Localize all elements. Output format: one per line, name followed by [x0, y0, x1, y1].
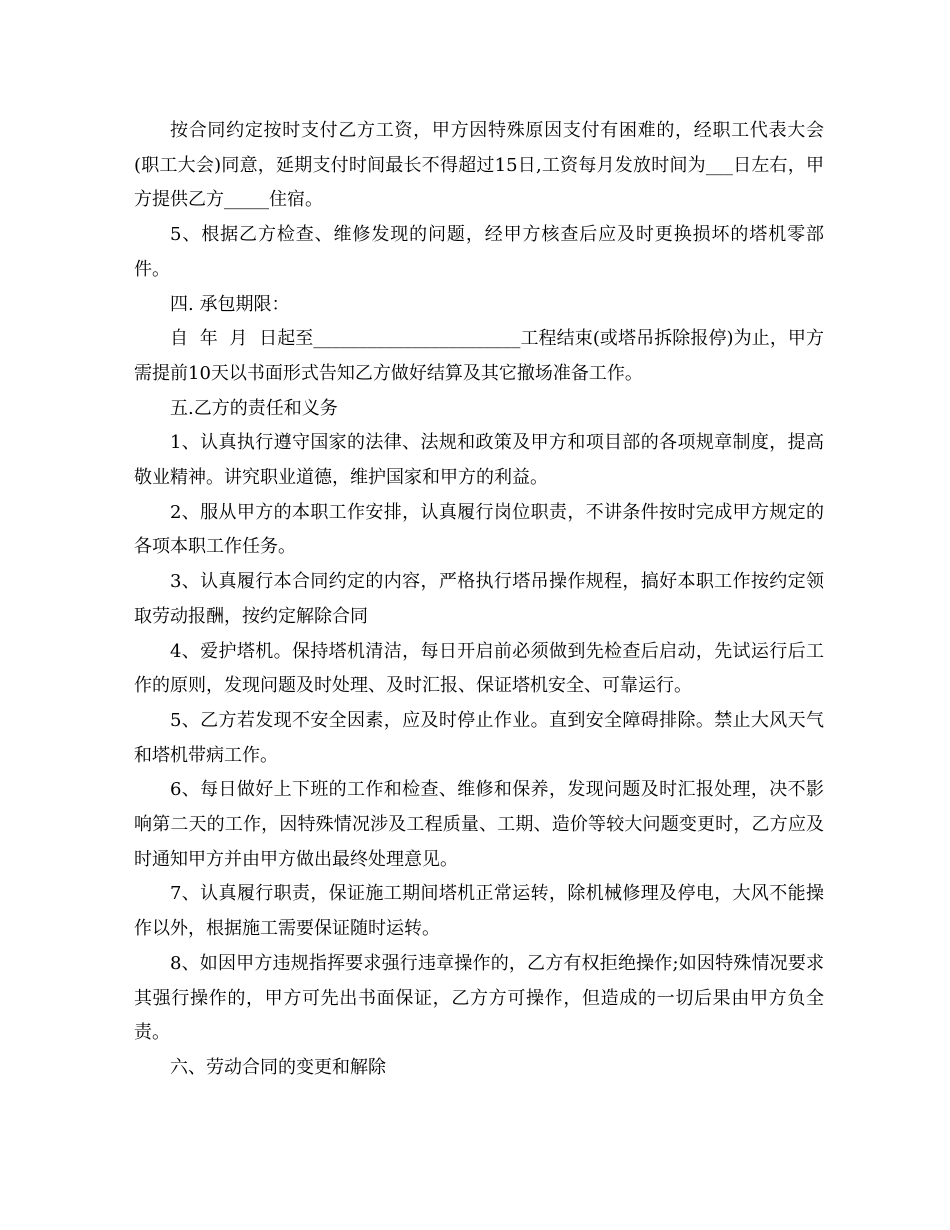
- paragraph-duty-6: 6、每日做好上下班的工作和检查、维修和保养，发现问题及时汇报处理，决不影响第二天的工作，因特殊情况涉及工程质量、工期、造价等较大问题变更时，乙方应及时通知甲方并由甲方做出最终处理意见。: [134, 779, 824, 870]
- paragraph-duty-3: 3、认真履行本合同约定的内容，严格执行塔吊操作规程，搞好本职工作按约定领取劳动报酬，按约定解除合同: [134, 571, 824, 627]
- paragraph-duty-4: 4、爱护塔机。保持塔机清洁，每日开启前必须做到先检查后启动，先试运行后工作的原则，发现问题及时处理、及时汇报、保证塔机安全、可靠运行。: [134, 640, 824, 697]
- section-heading-contract-changes: 六、劳动合同的变更和解除: [170, 1056, 386, 1078]
- paragraph-duty-8: 8、如因甲方违规指挥要求强行违章操作的，乙方有权拒绝操作;如因特殊情况要求其强行操作的，甲方可先出书面保证，乙方方可操作，但造成的一切后果由甲方负全责。: [134, 952, 824, 1044]
- document-body: [134, 114, 824, 1086]
- paragraph-parts-replacement: 5、根据乙方检查、维修发现的问题，经甲方核查后应及时更换损坏的塔机零部件。: [134, 224, 824, 280]
- paragraph-duty-2: 2、服从甲方的本职工作安排，认真履行岗位职责，不讲条件按时完成甲方规定的各项本职工作任务。: [134, 501, 824, 558]
- paragraph-duty-5: 5、乙方若发现不安全因素，应及时停止作业。直到安全障碍排除。禁止大风天气和塔机带病工作。: [134, 709, 824, 766]
- paragraph-wage-payment: 按合同约定按时支付乙方工资，甲方因特殊原因支付有困难的，经职工代表大会(职工大会)同意，延期支付时间最长不得超过15日,工资每月发放时间为___日左右，甲方提供乙方_____住宿。: [134, 120, 824, 211]
- section-heading-contract-term: 四. 承包期限：: [170, 293, 290, 315]
- section-heading-party-b-duties: 五.乙方的责任和义务: [170, 397, 338, 419]
- paragraph-duty-7: 7、认真履行职责，保证施工期间塔机正常运转，除机械修理及停电，大风不能操作以外，根据施工需要保证随时运转。: [134, 883, 824, 940]
- paragraph-contract-term: 自 年 月 日起至_______________________工程结束(或塔吊拆除报停)为止，甲方需提前10天以书面形式告知乙方做好结算及其它撤场准备工作。: [134, 328, 824, 384]
- paragraph-duty-1: 1、认真执行遵守国家的法律、法规和政策及甲方和项目部的各项规章制度，提高敬业精神。讲究职业道德，维护国家和甲方的利益。: [134, 432, 824, 489]
